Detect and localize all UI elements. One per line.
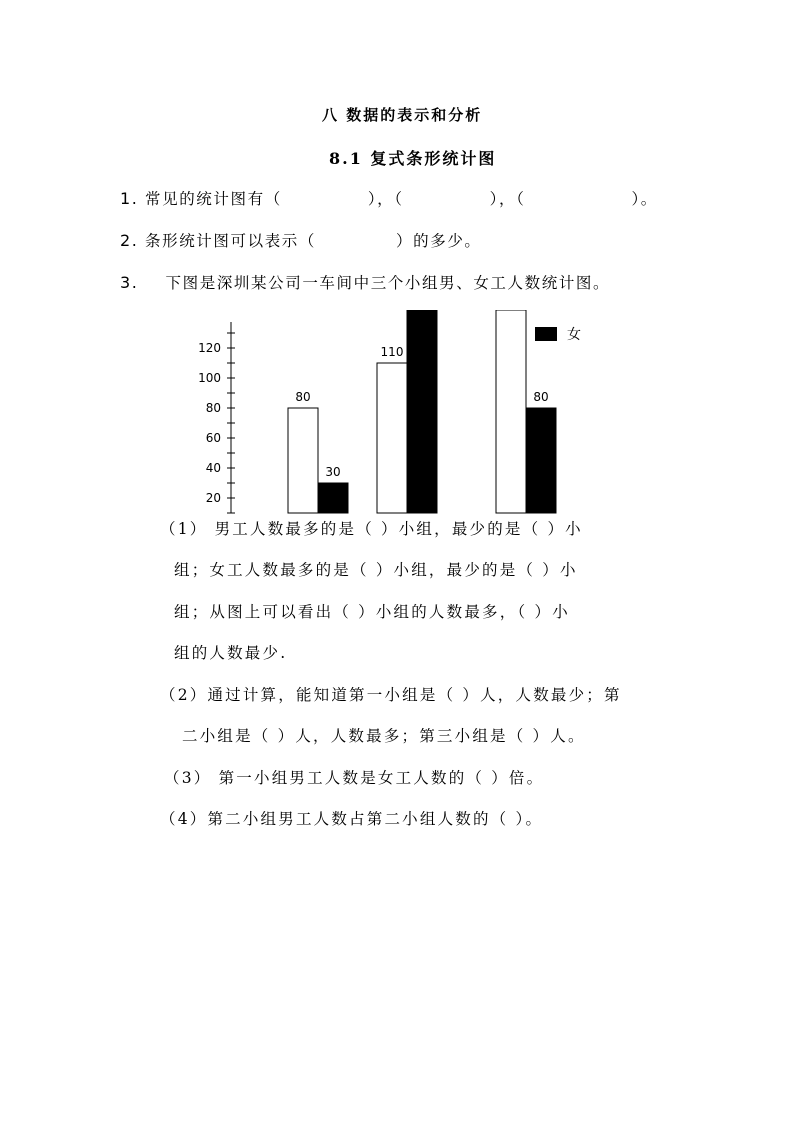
y-tick-label: 80 xyxy=(205,401,221,415)
subquestion-1-line-4: 组的人数最少. xyxy=(174,644,288,662)
bar-series-1 xyxy=(288,408,318,513)
question-1-part-1: 常见的统计图有（ xyxy=(145,190,282,208)
bars xyxy=(288,310,556,513)
subquestion-3: （3） 第一小组男工人数是女工人数的（ ）倍。 xyxy=(164,769,545,787)
question-2-number: 2. xyxy=(120,231,139,250)
subquestion-2-line-2: 二小组是（ ）人，人数最多；第三小组是（ ）人。 xyxy=(182,727,586,745)
question-1-number: 1. xyxy=(120,189,139,208)
subquestion-1-line-2: 组；女工人数最多的是（ ）小组，最少的是（ ）小 xyxy=(174,561,578,579)
question-2-part-1: 条形统计图可以表示（ xyxy=(145,232,317,250)
bar-series-female xyxy=(318,483,348,513)
bar-series-female xyxy=(526,408,556,513)
chapter-title: 八 数据的表示和分析 xyxy=(322,106,483,124)
y-tick-label: 20 xyxy=(205,491,221,505)
data-label: 110 xyxy=(380,345,404,359)
data-label: 30 xyxy=(325,465,341,479)
data-label: 80 xyxy=(533,390,549,404)
question-3 xyxy=(120,271,610,293)
y-tick-label: 100 xyxy=(198,371,221,385)
question-1-part-4: ）。 xyxy=(631,190,658,208)
legend xyxy=(535,327,581,343)
y-tick-label: 120 xyxy=(198,341,221,355)
legend-swatch xyxy=(535,327,557,341)
y-tick-label: 60 xyxy=(205,431,221,445)
y-axis xyxy=(198,322,235,513)
grouped-bar-chart xyxy=(190,310,610,520)
question-1 xyxy=(120,187,658,209)
question-3-number: 3. xyxy=(120,273,139,292)
subquestion-1-line-3: 组；从图上可以看出（ ）小组的人数最多，（ ）小 xyxy=(174,603,570,621)
question-2 xyxy=(120,229,482,251)
subquestion-4: （4）第二小组男工人数占第二小组人数的（ ）。 xyxy=(160,810,544,828)
question-2-part-2: ）的多少。 xyxy=(396,232,482,250)
data-label: 80 xyxy=(295,390,311,404)
bar-series-1 xyxy=(377,363,407,513)
question-3-text: 下图是深圳某公司一车间中三个小组男、女工人数统计图。 xyxy=(165,274,611,292)
question-1-part-3: ），（ xyxy=(489,190,526,208)
bar-series-female xyxy=(407,310,437,513)
legend-label: 女 xyxy=(567,327,581,343)
subquestion-2-line-1: （2）通过计算，能知道第一小组是（ ）人，人数最少；第 xyxy=(160,686,622,704)
section-title: 8.1 复式条形统计图 xyxy=(329,149,497,168)
bar-series-1 xyxy=(496,310,526,513)
y-tick-label: 40 xyxy=(205,461,221,475)
question-1-part-2: ），（ xyxy=(367,190,404,208)
subquestion-1-line-1: （1） 男工人数最多的是（ ）小组，最少的是（ ）小 xyxy=(160,520,583,538)
